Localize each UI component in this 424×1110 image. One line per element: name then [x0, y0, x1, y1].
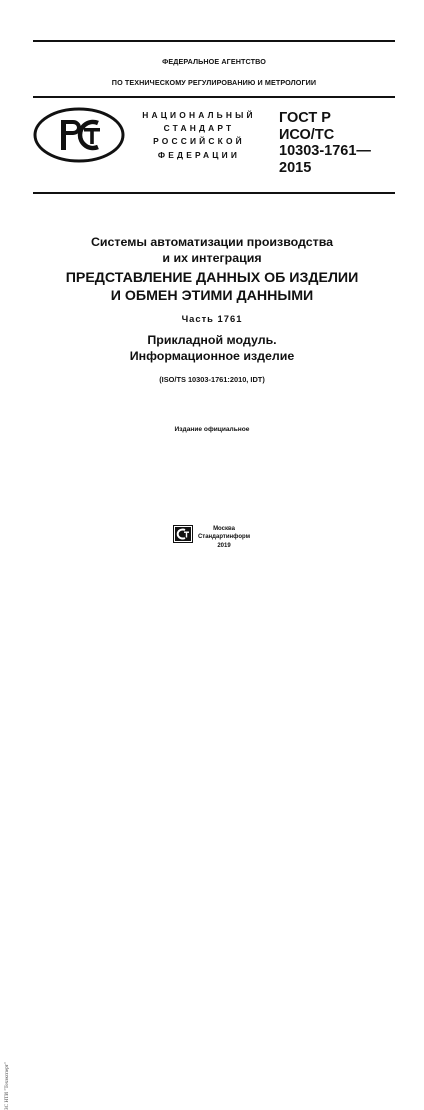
- top-rule: [33, 40, 395, 42]
- national-standard-line: СТАНДАРТ: [163, 123, 235, 134]
- agency-name-line2: ПО ТЕХНИЧЕСКОМУ РЕГУЛИРОВАНИЮ И МЕТРОЛОГИИ: [111, 78, 317, 87]
- module-title-line1: Прикладной модуль.: [147, 333, 277, 347]
- national-standard-line: РОССИЙСКОЙ: [153, 136, 245, 147]
- module-title: [0, 333, 424, 364]
- publisher-name: Стандартинформ: [197, 534, 251, 541]
- publisher-city: Москва: [213, 526, 235, 532]
- designation-line: ИСО/ТС: [279, 126, 335, 143]
- side-stamp: ЗС НТИ "Техэксперт": [4, 1061, 10, 1110]
- module-title-line2: Информационное изделие: [129, 348, 295, 363]
- national-standard-line: НАЦИОНАЛЬНЫЙ: [142, 110, 256, 120]
- rst-certification-mark-icon: [32, 106, 126, 164]
- national-standard-block: [140, 109, 258, 162]
- main-title: [0, 270, 424, 305]
- series-title-line1: Системы автоматизации производства: [90, 235, 334, 249]
- edition-label: Издание официальное: [174, 426, 250, 433]
- iso-identity: (ISO/TS 10303-1761:2010, IDT): [159, 375, 265, 384]
- designation-line: 10303-1761—: [279, 143, 371, 159]
- agency-name-line1: ФЕДЕРАЛЬНОЕ АГЕНТСТВО: [162, 57, 266, 66]
- designation-rule: [33, 192, 395, 194]
- series-title-line2: и их интеграция: [162, 250, 262, 265]
- publisher-year: 2019: [217, 542, 231, 549]
- header-rule: [33, 96, 395, 98]
- national-standard-line: ФЕДЕРАЦИИ: [157, 149, 241, 160]
- main-title-line2: И ОБМЕН ЭТИМИ ДАННЫМИ: [110, 287, 314, 304]
- standartinform-logo-icon: [173, 525, 193, 543]
- publisher-block: [196, 525, 252, 550]
- designation-line: 2015: [279, 159, 312, 176]
- part-number: Часть 1761: [181, 313, 243, 324]
- main-title-line1: ПРЕДСТАВЛЕНИЕ ДАННЫХ ОБ ИЗДЕЛИИ: [65, 270, 359, 286]
- standard-designation: [279, 110, 389, 176]
- series-title: [0, 235, 424, 266]
- designation-line: ГОСТ Р: [279, 110, 331, 126]
